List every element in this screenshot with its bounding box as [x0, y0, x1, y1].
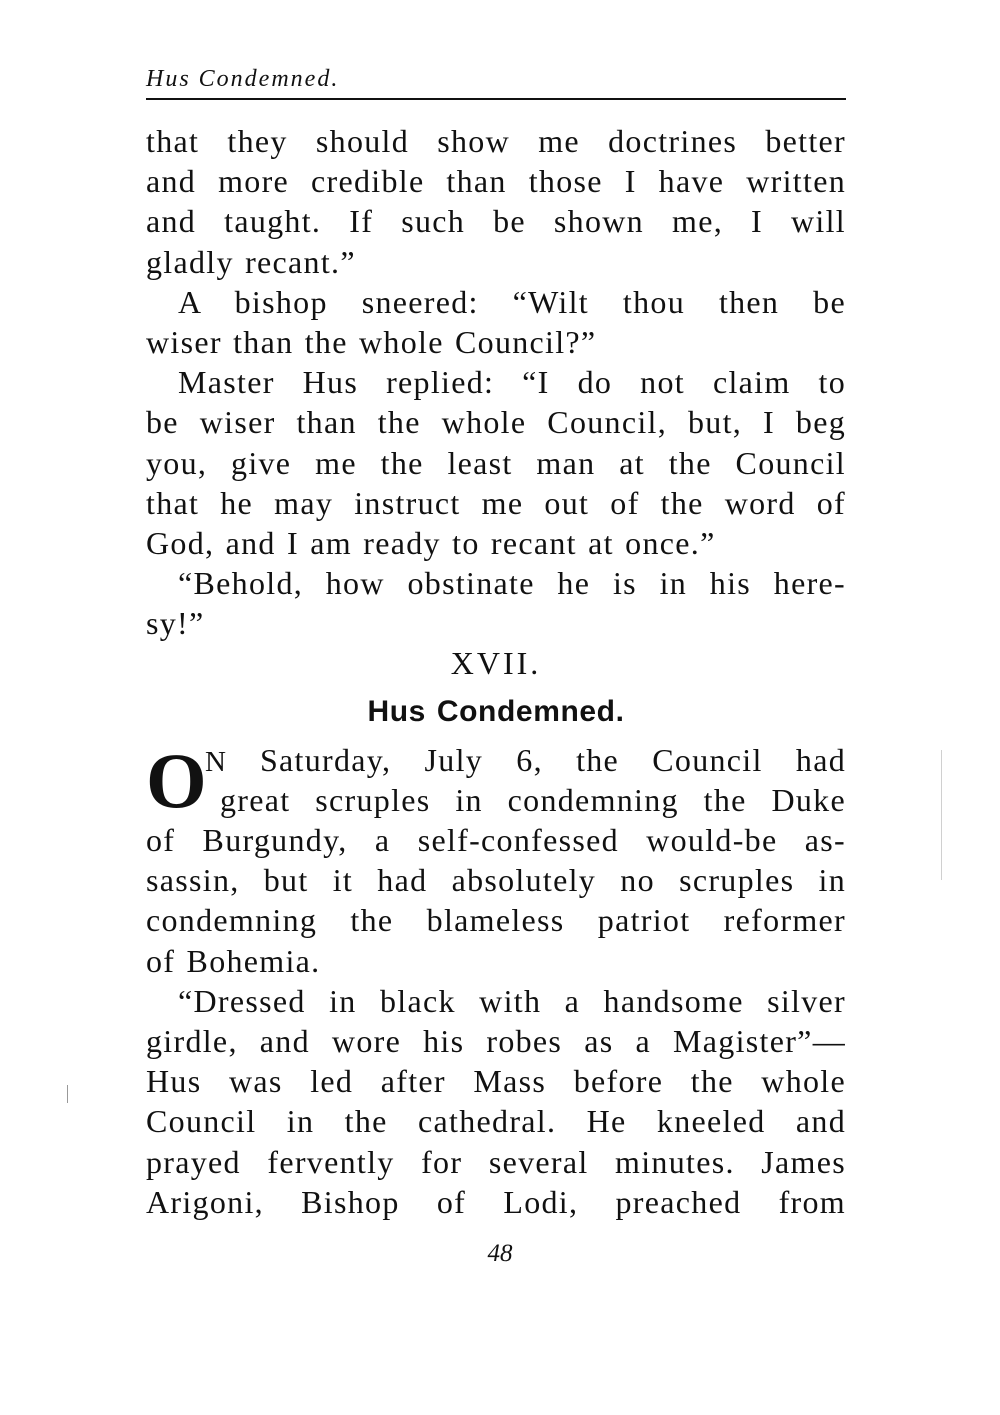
- paragraph-continued: [146, 121, 846, 282]
- paragraph-dressed: [146, 981, 846, 1222]
- text-line: God, and I am ready to recant at once.”: [146, 524, 716, 561]
- text-line: wiser than the whole Council?”: [146, 323, 597, 360]
- opening-line-text: Saturday, July 6, the Council had: [226, 741, 846, 778]
- text-line: you, give me the least man at the Council: [146, 444, 846, 481]
- text-line: girdle, and wore his robes as a Magister”—: [146, 1022, 846, 1059]
- text-line: and taught. If such be shown me, I will: [146, 203, 846, 240]
- text-line: be wiser than the whole Council, but, I beg: [146, 404, 846, 441]
- margin-shadow: [941, 750, 942, 880]
- text-line: condemning the blameless patriot reformer: [146, 902, 846, 939]
- text-line: gladly recant.”: [146, 243, 356, 280]
- text-line: Council in the cathedral. He kneeled and: [146, 1103, 846, 1140]
- text-line: of Burgundy, a self-confessed would-be as-: [146, 822, 846, 858]
- text-line: “Behold, how obstinate he is in his here-: [178, 565, 846, 602]
- paragraph-hus-reply: [146, 362, 846, 563]
- running-head: Hus Condemned.: [146, 62, 846, 100]
- text-line: that they should show me doctrines better: [146, 123, 846, 159]
- chapter-opening-paragraph: [146, 736, 846, 981]
- text-line: prayed fervently for several minutes. James: [146, 1143, 846, 1180]
- margin-mark: [67, 1085, 68, 1103]
- text-line: Hus was led after Mass before the whole: [146, 1063, 846, 1100]
- text-line: “Dressed in black with a handsome silver: [178, 982, 846, 1019]
- drop-cap: O: [146, 736, 207, 824]
- text-line: Arigoni, Bishop of Lodi, preached from: [146, 1183, 846, 1220]
- opening-second-line: great scruples in condemning the Duke: [220, 781, 846, 818]
- chapter-title: Hus Condemned.: [367, 694, 625, 728]
- text-line: and more credible than those I have written: [146, 163, 846, 200]
- text-line: of Bohemia.: [146, 942, 321, 979]
- text-line: that he may instruct me out of the word of: [146, 484, 846, 521]
- text-line: Master Hus replied: “I do not claim to: [178, 364, 846, 401]
- page-number: 48: [487, 1240, 513, 1267]
- text-line: sassin, but it had absolutely no scruples in: [146, 862, 846, 899]
- small-cap-letter: N: [205, 745, 227, 778]
- chapter-number: XVII.: [450, 645, 542, 682]
- paragraph-obstinate: [146, 563, 846, 643]
- text-line: A bishop sneered: “Wilt thou then be: [178, 283, 846, 320]
- text-line: sy!”: [146, 605, 205, 642]
- opening-first-line: [146, 740, 846, 780]
- body-text: [146, 121, 846, 1222]
- paragraph-bishop-question: [146, 282, 846, 362]
